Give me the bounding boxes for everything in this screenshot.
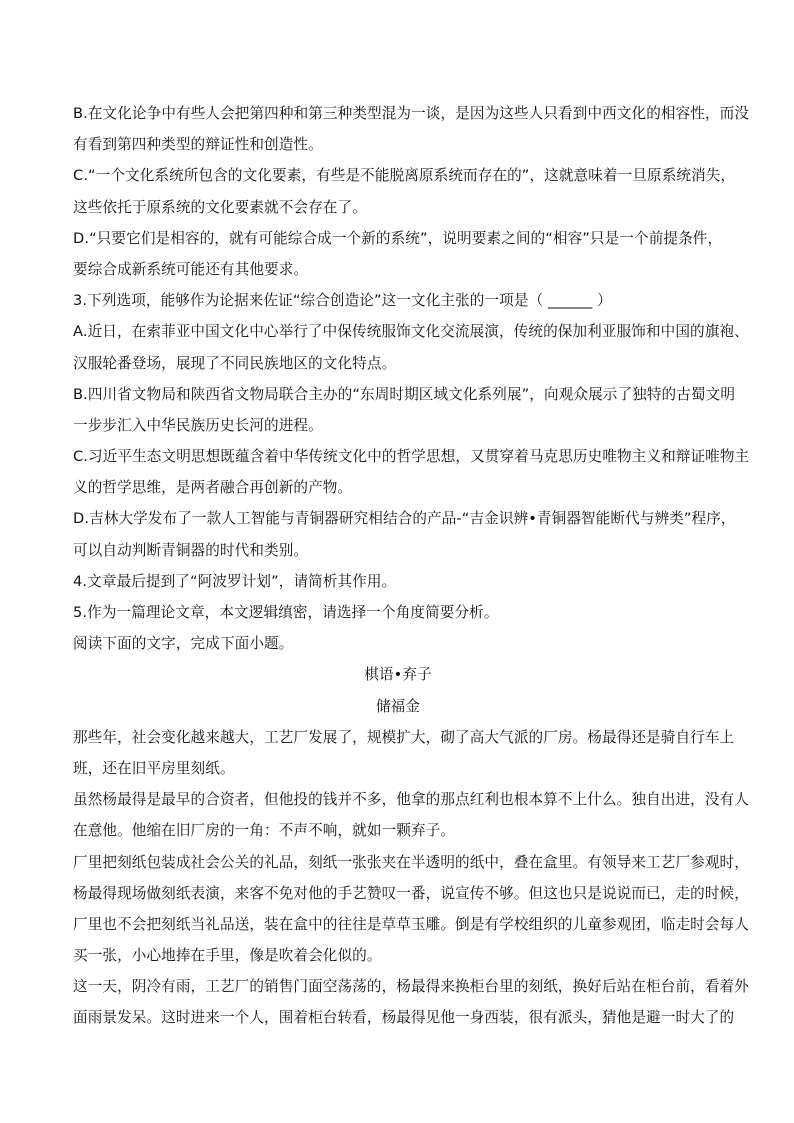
q3-option-a-line-2: 汉服轮番登场，展现了不同民族地区的文化特点。 <box>73 354 397 372</box>
document-body <box>73 98 750 1034</box>
option-b-line-2: 有看到第四种类型的辩证性和创造性。 <box>73 136 323 154</box>
story-paragraph-3-line-4: 买一张，小心地捧在手里，像是吹着会化似的。 <box>73 947 382 965</box>
story-paragraph-4-line-2: 面雨景发呆。这时进来一个人，围着柜台转看，杨最得见他一身西装，很有派头，猜他是避一时大了的 <box>73 1009 735 1027</box>
q3-option-a-line-1: A.近日，在索菲亚中国文化中心举行了中保传统服饰文化交流展演，传统的保加利亚服饰和中国的旗袍、 <box>73 323 749 341</box>
q3-option-d-line-1: D.吉林大学发布了一款人工智能与青铜器研究相结合的产品-“吉金识辨•青铜器智能断代与辨类”程序， <box>73 510 736 528</box>
story-paragraph-4-line-1: 这一天，阴冷有雨，工艺厂的销售门面空荡荡的，杨最得来换柜台里的刻纸，换好后站在柜台前，看着外 <box>73 978 749 996</box>
option-b-line-1: B.在文化论争中有些人会把第四种和第三种类型混为一谈，是因为这些人只看到中西文化的相容性，而没 <box>73 105 750 122</box>
story-paragraph-3-line-2: 杨最得现场做刻纸表演，来客不免对他的手艺赞叹一番，说宣传不够。但这也只是说说而已，走的时候， <box>73 884 749 902</box>
story-paragraph-2-line-1: 虽然杨最得是最早的合资者，但他投的钱并不多，他拿的那点红利也根本算不上什么。独自出进，没有人 <box>73 791 749 809</box>
story-paragraph-1-line-1: 那些年，社会变化越来越大，工艺厂发展了，规模扩大，砌了高大气派的厂房。杨最得还是骑自行车上 <box>73 728 735 746</box>
story-paragraph-3-line-3: 厂里也不会把刻纸当礼品送，装在盒中的往往是草草玉雕。倒是有学校组织的儿童参观团，临走时会每人 <box>73 915 749 933</box>
q3-option-c-line-1: C.习近平生态文明思想既蕴含着中华传统文化中的哲学思想，又贯穿着马克思历史唯物主义和辩证唯物主 <box>73 448 750 466</box>
option-c-line-1: C.“一个文化系统所包含的文化要素，有些是不能脱离原系统而存在的”，这就意味着一旦原系统消失， <box>73 167 736 185</box>
question-5: 5.作为一篇理论文章，本文逻辑缜密，请选择一个角度简要分析。 <box>73 604 499 621</box>
q3-option-d-line-2: 可以自动判断青铜器的时代和类别。 <box>73 541 309 559</box>
story-title: 棋语•弃子 <box>364 666 432 684</box>
q3-option-b-line-1: B.四川省文物局和陕西省文物局联合主办的“东周时期区域文化系列展”，向观众展示了独特的古蜀文明 <box>73 385 736 403</box>
option-d-line-1: D.“只要它们是相容的，就有可能综合成一个新的系统”，说明要素之间的“相容”只是一个前提条件， <box>73 229 723 247</box>
story-author: 储福金 <box>375 697 421 715</box>
question-4: 4.文章最后提到了“阿波罗计划”，请简析其作用。 <box>73 572 397 590</box>
q3-option-c-line-2: 义的哲学思维，是两者融合再创新的产物。 <box>73 479 353 497</box>
option-d-line-2: 要综合成新系统可能还有其他要求。 <box>73 260 309 278</box>
option-c-line-2: 这些依托于原系统的文化要素就不会存在了。 <box>73 198 367 216</box>
question-3: 3.下列选项，能够作为论据来佐证“综合创造论”这一文化主张的一项是（ ______ ） <box>73 292 612 310</box>
story-paragraph-3-line-1: 厂里把刻纸包装成社会公关的礼品，刻纸一张张夹在半透明的纸中，叠在盒里。有领导来工艺厂参观时， <box>73 853 749 871</box>
story-paragraph-2-line-2: 在意他。他缩在旧厂房的一角：不声不响，就如一颗弃子。 <box>73 822 456 840</box>
reading-instruction: 阅读下面的文字，完成下面小题。 <box>73 635 294 653</box>
story-paragraph-1-line-2: 班，还在旧平房里刻纸。 <box>73 759 235 777</box>
q3-option-b-line-2: 一步步汇入中华民族历史长河的进程。 <box>73 416 323 434</box>
